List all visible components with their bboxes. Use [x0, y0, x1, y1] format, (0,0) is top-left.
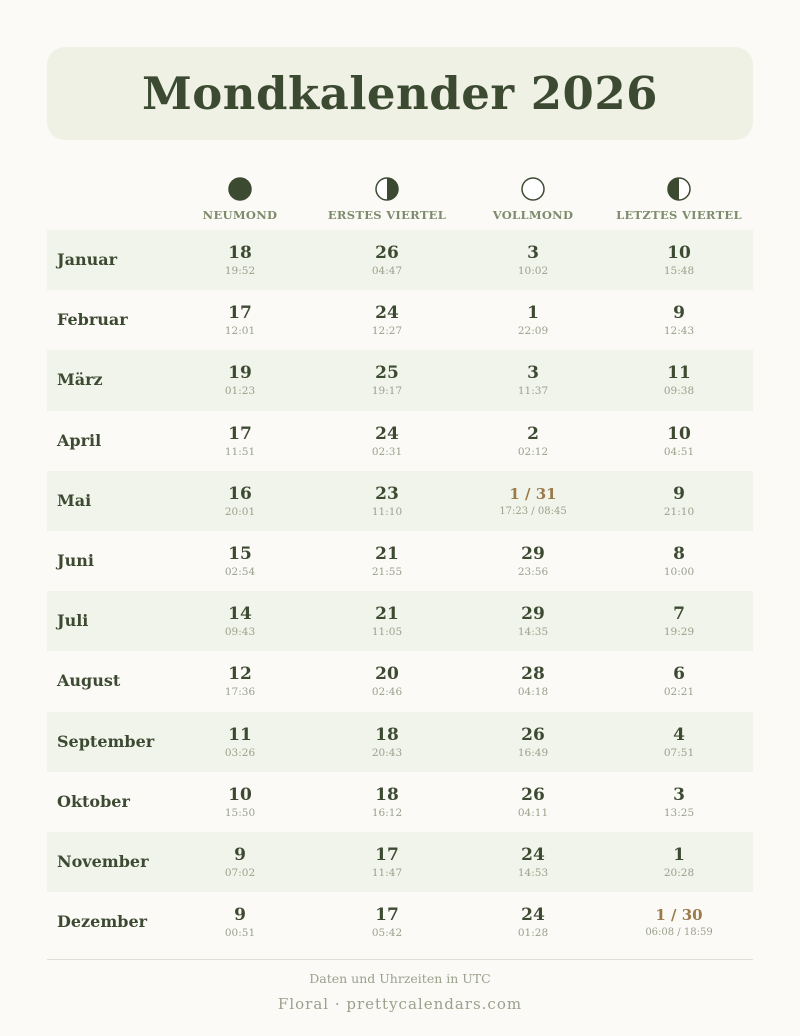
phase-cell: [312, 544, 462, 579]
phase-time: 19:17: [371, 385, 403, 398]
phase-time: 20:43: [371, 746, 403, 759]
phase-day: 2: [527, 423, 539, 444]
phase-cell: [458, 363, 608, 398]
moon-phase-table: [47, 230, 753, 952]
phase-cell: [165, 363, 315, 398]
month-name: August: [57, 671, 121, 691]
phase-cell: [604, 604, 754, 639]
phase-cell: [165, 424, 315, 459]
phase-cell: [312, 845, 462, 880]
phase-cell: [604, 544, 754, 579]
page-title: Mondkalender 2026: [141, 67, 658, 120]
phase-time: 16:12: [371, 806, 403, 819]
phase-cell: [165, 484, 315, 519]
phase-day: 3: [527, 243, 539, 263]
phase-day: 9: [234, 905, 246, 926]
phase-time: 11:47: [371, 866, 403, 879]
phase-time: 01:28: [517, 927, 549, 940]
table-row: [47, 651, 753, 711]
phase-time: 16:49: [517, 746, 549, 759]
phase-cell: [604, 725, 754, 760]
phase-cell: [458, 243, 608, 278]
phase-day: 9: [673, 483, 685, 504]
month-name: September: [57, 731, 155, 751]
phase-cell: [458, 725, 608, 760]
phase-day: 12: [228, 664, 252, 685]
phase-day: 23: [375, 483, 399, 504]
footer-brand: Floral · prettycalendars.com: [277, 995, 523, 1013]
phase-cell: [312, 664, 462, 699]
phase-time: 20:01: [224, 505, 256, 518]
phase-day: 26: [375, 243, 399, 263]
phase-day: 17: [375, 844, 399, 865]
phase-time: 07:02: [224, 866, 256, 879]
phase-day: 17: [375, 905, 399, 926]
phase-cell: [604, 785, 754, 820]
phase-day: 1: [673, 844, 685, 865]
month-name: Juni: [57, 550, 94, 570]
phase-label: ERSTES VIERTEL: [327, 208, 447, 222]
month-name: Januar: [57, 250, 117, 269]
phase-cell: [165, 785, 315, 820]
phase-time: 00:51: [224, 927, 256, 940]
phase-time: 10:02: [517, 265, 549, 277]
phase-cell: [604, 845, 754, 880]
phase-header-first-quarter: [312, 172, 462, 222]
phase-time: 19:29: [663, 626, 695, 639]
phase-time: 14:53: [517, 866, 549, 879]
phase-day: 28: [521, 664, 545, 685]
phase-time: 04:18: [517, 686, 549, 699]
phase-day: 25: [375, 363, 399, 384]
phase-cell: [458, 544, 608, 579]
phase-time: 13:25: [663, 806, 695, 819]
phase-time: 02:12: [517, 445, 549, 458]
phase-cell: [312, 363, 462, 398]
table-row: [47, 350, 753, 410]
phase-cell: [604, 424, 754, 459]
phase-header-row: [47, 172, 753, 228]
phase-cell: [458, 845, 608, 880]
phase-day: 15: [228, 543, 252, 564]
table-row: [47, 411, 753, 471]
phase-cell: [458, 664, 608, 699]
phase-day: 16: [228, 483, 252, 504]
phase-time: 14:35: [517, 626, 549, 639]
phase-cell: [604, 243, 754, 278]
phase-day: 24: [375, 423, 399, 444]
table-row: [47, 471, 753, 531]
phase-day: 17: [228, 303, 252, 324]
phase-day: 21: [375, 604, 399, 625]
phase-day: 29: [521, 604, 545, 625]
table-row: [47, 531, 753, 591]
month-name: März: [57, 370, 103, 390]
table-row: [47, 832, 753, 892]
phase-time: 21:55: [371, 565, 403, 578]
phase-cell: [458, 604, 608, 639]
phase-time: 04:11: [517, 806, 549, 819]
phase-time: 03:26: [224, 746, 256, 759]
phase-time: 09:38: [663, 385, 695, 398]
phase-cell: [458, 303, 608, 338]
phase-cell: [165, 243, 315, 278]
phase-cell: [165, 845, 315, 880]
phase-day: 19: [228, 363, 252, 384]
phase-header-full-moon: [458, 172, 608, 222]
phase-cell: [312, 604, 462, 639]
phase-cell: [458, 785, 608, 820]
month-name: Oktober: [57, 791, 130, 811]
phase-day: 4: [673, 724, 685, 745]
phase-time: 23:56: [517, 565, 549, 578]
phase-day: 10: [228, 784, 252, 805]
phase-day: 29: [521, 543, 545, 564]
phase-time: 17:36: [224, 686, 256, 699]
phase-label: LETZTES VIERTEL: [616, 208, 742, 222]
phase-day: 6: [673, 664, 685, 685]
phase-day: 8: [673, 543, 685, 564]
phase-cell: [458, 484, 608, 519]
phase-day: 10: [667, 423, 691, 444]
phase-day: 11: [228, 724, 252, 745]
phase-time: 04:51: [663, 445, 695, 458]
phase-day: 26: [521, 724, 545, 745]
phase-time: 12:27: [371, 325, 403, 338]
phase-time: 21:10: [663, 505, 695, 518]
first-quarter-icon: [312, 176, 462, 202]
phase-time: 11:05: [371, 626, 403, 639]
phase-day: 24: [521, 844, 545, 865]
phase-time: 07:51: [663, 746, 695, 759]
phase-cell: [312, 484, 462, 519]
month-name: Dezember: [57, 912, 148, 932]
phase-label: NEUMOND: [202, 208, 278, 222]
table-row: [47, 230, 753, 290]
phase-cell: [165, 303, 315, 338]
phase-time: 20:28: [663, 866, 695, 879]
phase-time: 12:43: [663, 325, 695, 338]
phase-cell: [312, 725, 462, 760]
phase-time: 10:00: [663, 565, 695, 578]
phase-time: 11:10: [371, 505, 403, 518]
phase-label: VOLLMOND: [492, 208, 574, 222]
phase-day: 1 / 31: [509, 484, 557, 503]
phase-cell: [165, 604, 315, 639]
phase-cell: [604, 905, 754, 940]
phase-cell: [165, 905, 315, 940]
phase-day: 18: [375, 724, 399, 745]
phase-time: 06:08 / 18:59: [645, 927, 713, 939]
phase-time: 17:23 / 08:45: [499, 505, 567, 517]
phase-day: 24: [521, 905, 545, 926]
phase-cell: [604, 664, 754, 699]
phase-cell: [165, 544, 315, 579]
phase-day: 3: [527, 363, 539, 384]
phase-time: 11:51: [224, 445, 256, 458]
phase-cell: [604, 363, 754, 398]
phase-time: 02:21: [663, 686, 695, 699]
phase-day: 10: [667, 243, 691, 263]
phase-cell: [604, 303, 754, 338]
phase-time: 11:37: [517, 385, 549, 398]
phase-day: 18: [228, 243, 252, 263]
month-name: Februar: [57, 310, 128, 330]
month-name: April: [57, 430, 102, 450]
new-moon-icon: [165, 176, 315, 202]
table-row: [47, 712, 753, 772]
phase-cell: [165, 725, 315, 760]
phase-time: 15:50: [224, 806, 256, 819]
table-row: [47, 772, 753, 832]
phase-time: 12:01: [224, 325, 256, 338]
phase-header-new-moon: [165, 172, 315, 222]
phase-time: 22:09: [517, 325, 549, 338]
phase-day: 14: [228, 604, 252, 625]
phase-day: 20: [375, 664, 399, 685]
table-row: [47, 290, 753, 350]
phase-day: 24: [375, 303, 399, 324]
table-row: [47, 892, 753, 952]
phase-cell: [458, 424, 608, 459]
footer-divider: [47, 959, 753, 960]
phase-time: 02:54: [224, 565, 256, 578]
phase-day: 11: [667, 363, 691, 384]
phase-cell: [312, 303, 462, 338]
phase-day: 26: [521, 784, 545, 805]
phase-time: 09:43: [224, 626, 256, 639]
month-name: November: [57, 851, 149, 871]
phase-time: 05:42: [371, 927, 403, 940]
phase-time: 04:47: [371, 265, 403, 277]
phase-cell: [165, 664, 315, 699]
phase-cell: [312, 243, 462, 278]
month-name: Juli: [57, 611, 89, 631]
phase-day: 1: [527, 303, 539, 324]
phase-day: 21: [375, 543, 399, 564]
footer-note: Daten und Uhrzeiten in UTC: [309, 971, 491, 986]
phase-time: 02:46: [371, 686, 403, 699]
phase-day: 17: [228, 423, 252, 444]
table-row: [47, 591, 753, 651]
phase-time: 02:31: [371, 445, 403, 458]
phase-day: 3: [673, 784, 685, 805]
phase-day: 9: [673, 303, 685, 324]
phase-header-last-quarter: [604, 172, 754, 222]
phase-cell: [312, 424, 462, 459]
title-banner: [47, 47, 753, 140]
phase-time: 01:23: [224, 385, 256, 398]
month-name: Mai: [57, 490, 92, 510]
phase-time: 19:52: [224, 265, 256, 277]
phase-cell: [312, 785, 462, 820]
phase-time: 15:48: [663, 265, 695, 277]
phase-day: 9: [234, 844, 246, 865]
phase-day: 1 / 30: [655, 906, 703, 925]
phase-cell: [312, 905, 462, 940]
phase-day: 7: [673, 604, 685, 625]
phase-day: 18: [375, 784, 399, 805]
last-quarter-icon: [604, 176, 754, 202]
phase-cell: [458, 905, 608, 940]
full-moon-icon: [458, 176, 608, 202]
phase-cell: [604, 484, 754, 519]
